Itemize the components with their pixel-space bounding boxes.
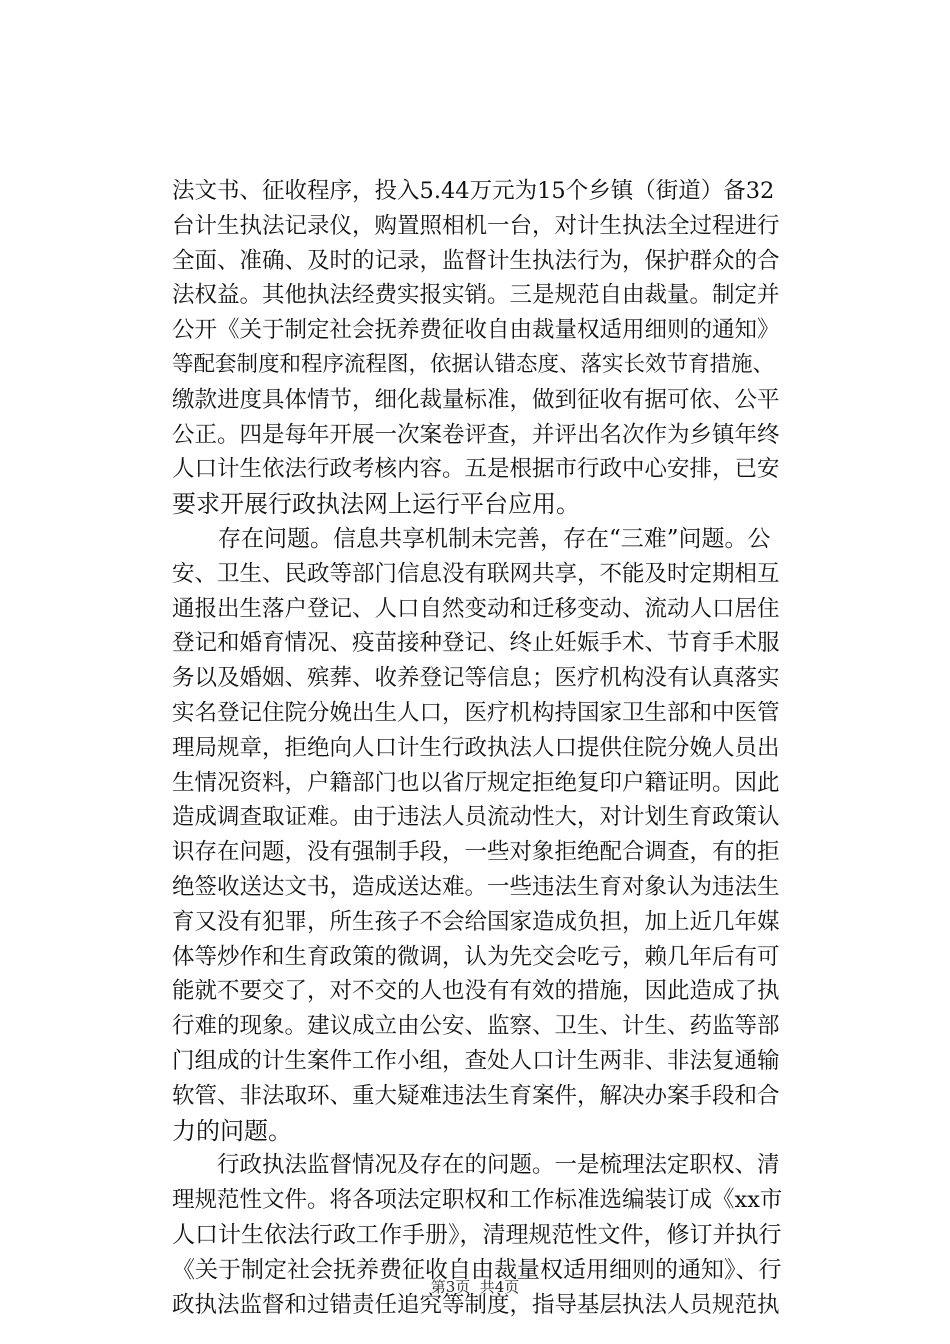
text-line: 存在问题。信息共享机制未完善，存在“三难”问题。公 xyxy=(172,525,771,552)
text-line: 法权益。其他执法经费实报实销。三是规范自由裁量。制定并 xyxy=(172,282,780,309)
text-line: 全面、准确、及时的记录，监督计生执法行为，保护群众的合 xyxy=(172,247,780,274)
text-line: 理局规章，拒绝向人口计生行政执法人口提供住院分娩人员出 xyxy=(172,734,780,761)
text-line: 人口计生依法行政工作手册》，清理规范性文件，修订并执行 xyxy=(172,1221,782,1248)
text-line: 登记和婚育情况、疫苗接种登记、终止妊娠手术、节育手术服 xyxy=(172,630,780,657)
text-line: 绝签收送达文书，造成送达难。一些违法生育对象认为违法生 xyxy=(172,873,780,900)
text-line: 造成调查取证难。由于违法人员流动性大，对计划生育政策认 xyxy=(172,804,780,831)
text-line: 人口计生依法行政考核内容。五是根据市行政中心安排，已安 xyxy=(172,456,780,483)
text-line: 政执法监督和过错责任追究等制度，指导基层执法人员规范执 xyxy=(172,1291,780,1318)
text-line: 体等炒作和生育政策的微调，认为先交会吃亏，赖几年后有可 xyxy=(172,943,780,970)
text-line: 《关于制定社会抚养费征收自由裁量权适用细则的通知》、行 xyxy=(172,1256,782,1283)
text-line: 行难的现象。建议成立由公安、监察、卫生、计生、药监等部 xyxy=(172,1013,780,1040)
text-line: 门组成的计生案件工作小组，查处人口计生两非、非法复通输 xyxy=(172,1047,780,1074)
text-line: 育又没有犯罪，所生孩子不会给国家造成负担，加上近几年媒 xyxy=(172,908,780,935)
text-line: 理规范性文件。将各项法定职权和工作标准选编装订成《xx市 xyxy=(172,1187,783,1214)
text-line: 台计生执法记录仪，购置照相机一台，对计生执法全过程进行 xyxy=(172,212,780,239)
text-line: 识存在问题，没有强制手段，一些对象拒绝配合调查，有的拒 xyxy=(172,839,780,866)
body-text xyxy=(172,174,782,1322)
page-footer: 第3页 共4页 xyxy=(430,1278,520,1296)
text-line: 等配套制度和程序流程图，依据认错态度、落实长效节育措施、 xyxy=(172,351,775,377)
text-line: 安、卫生、民政等部门信息没有联网共享，不能及时定期相互 xyxy=(172,560,780,587)
text-line: 要求开展行政执法网上运行平台应用。 xyxy=(172,490,580,519)
text-line: 能就不要交了，对不交的人也没有有效的措施，因此造成了执 xyxy=(172,978,780,1005)
text-line: 生情况资料，户籍部门也以省厅规定拒绝复印户籍证明。因此 xyxy=(172,769,780,796)
text-line: 法文书、征收程序，投入5.44万元为15个乡镇（街道）备32 xyxy=(172,178,775,204)
text-line: 行政执法监督情况及存在的问题。一是梳理法定职权、清 xyxy=(172,1152,780,1179)
text-line: 务以及婚姻、殡葬、收养登记等信息；医疗机构没有认真落实 xyxy=(172,665,780,692)
text-line: 实名登记住院分娩出生人口，医疗机构持国家卫生部和中医管 xyxy=(172,699,780,726)
text-line: 力的问题。 xyxy=(172,1116,292,1145)
text-line: 软管、非法取环、重大疑难违法生育案件，解决办案手段和合 xyxy=(172,1082,780,1109)
text-line: 公正。四是每年开展一次案卷评查，并评出名次作为乡镇年终 xyxy=(172,421,780,448)
text-line: 缴款进度具体情节，细化裁量标准，做到征收有据可依、公平 xyxy=(172,386,780,413)
text-line: 公开《关于制定社会抚养费征收自由裁量权适用细则的通知》 xyxy=(172,317,780,344)
text-line: 通报出生落户登记、人口自然变动和迁移变动、流动人口居住 xyxy=(172,595,780,622)
